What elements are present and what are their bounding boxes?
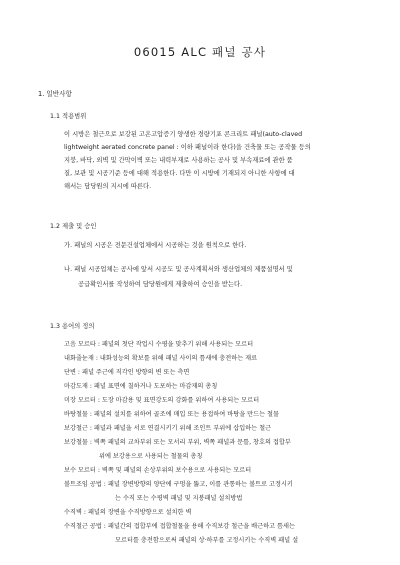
definition-item-cont: 위에 보강용으로 사용되는 철물의 총칭 (99, 453, 203, 460)
submittal-item-b-cont: 공급확인서를 작성하여 담당원에게 제출하여 승인을 받는다. (78, 281, 243, 288)
definition-item: 바탕철물 : 패널의 설치를 위하여 골조에 매입 또는 용접하여 바탕을 만드는 철물 (64, 411, 279, 418)
definition-item: 수직벽 : 패널의 장변을 수직방향으로 설치한 벽 (64, 509, 192, 516)
scope-paragraph (64, 128, 311, 193)
definition-item: 마감도재 : 패널 표면에 칠하거나 도포하는 마감재의 총칭 (64, 383, 218, 390)
paragraph-line: 해서는 담당원의 지시에 따른다. (64, 183, 152, 190)
section-heading-definitions: 1.3 용어의 정의 (50, 323, 95, 330)
paragraph-line: lightweight aerated concrete panel : 이하 패널이라 한다)을 건축물 또는 공작물 등의 (64, 144, 311, 151)
paragraph-line: 이 시방은 철근으로 보강된 고온고압증기 양생한 경량기포 콘크리트 패널(auto-claved (64, 131, 303, 138)
definition-item-cont: 모르터를 충전함으로써 패널의 상·하부를 고정시키는 수직벽 패널 설 (115, 537, 299, 544)
paragraph-line: 지붕, 바닥, 외벽 및 간막이벽 또는 내력부재로 사용하는 공사 및 부속재료에 관한 품 (64, 157, 293, 164)
definition-item: 보강철근 : 패널과 패널을 서로 연결시키기 위해 조인트 부위에 삽입하는 철근 (64, 425, 272, 432)
definition-item: 수직철근 공법 : 패널간의 접합부에 접합철물을 용해 수직보강 철근을 배근하고 틈새는 (64, 523, 295, 530)
paragraph-line: 질, 보관 및 시공기준 등에 대해 적용한다. 다만 이 시방에 기재되지 아니한 사항에 대 (64, 170, 295, 177)
definition-item: 단변 : 패널 주근에 직각인 방향의 변 또는 측면 (64, 369, 190, 376)
definition-item: 고음 모르타 : 패널의 첫단 작업시 수평을 맞추기 위해 사용되는 모르터 (64, 341, 254, 348)
definition-item: 미장 모르터 : 도장 마감용 및 표면강도의 강화를 위하여 사용되는 모르터 (64, 397, 260, 404)
definition-item: 보강철물 : 벽쪽 패널의 교차부위 또는 모서리 부위, 벽쪽 패널과 문틀, 창호의 접합부 (64, 439, 291, 446)
definition-item-cont: 는 수직 또는 수평벽 패널 및 지붕패널 설치방법 (115, 495, 243, 502)
definition-item: 볼트조임 공법 : 패널 장변방향의 양단에 구멍을 뚫고, 이를 관통하는 볼트로 고정시키 (64, 481, 293, 488)
submittal-item-a: 가. 패널의 시공은 전문건설업체에서 시공하는 것을 원칙으로 한다. (64, 242, 247, 249)
submittal-item-b: 나. 패널 시공업체는 공사에 앞서 시공도 및 공사계획서와 생산업체의 제품설명서 및 (64, 266, 293, 273)
section-heading-general: 1. 일반사항 (38, 90, 72, 98)
definition-item: 내화줄눈재 : 내화성능의 확보를 위해 패널 사이의 틈새에 충전하는 재료 (64, 355, 258, 362)
document-title: 06015 ALC 패널 공사 (133, 45, 267, 59)
section-heading-submittals: 1.2 제출 및 승인 (50, 223, 97, 230)
section-heading-scope: 1.1 적용범위 (50, 113, 87, 120)
definition-item: 보수 모르터 : 벽쪽 및 패널의 손상부위의 보수용으로 사용되는 모르터 (64, 467, 252, 474)
